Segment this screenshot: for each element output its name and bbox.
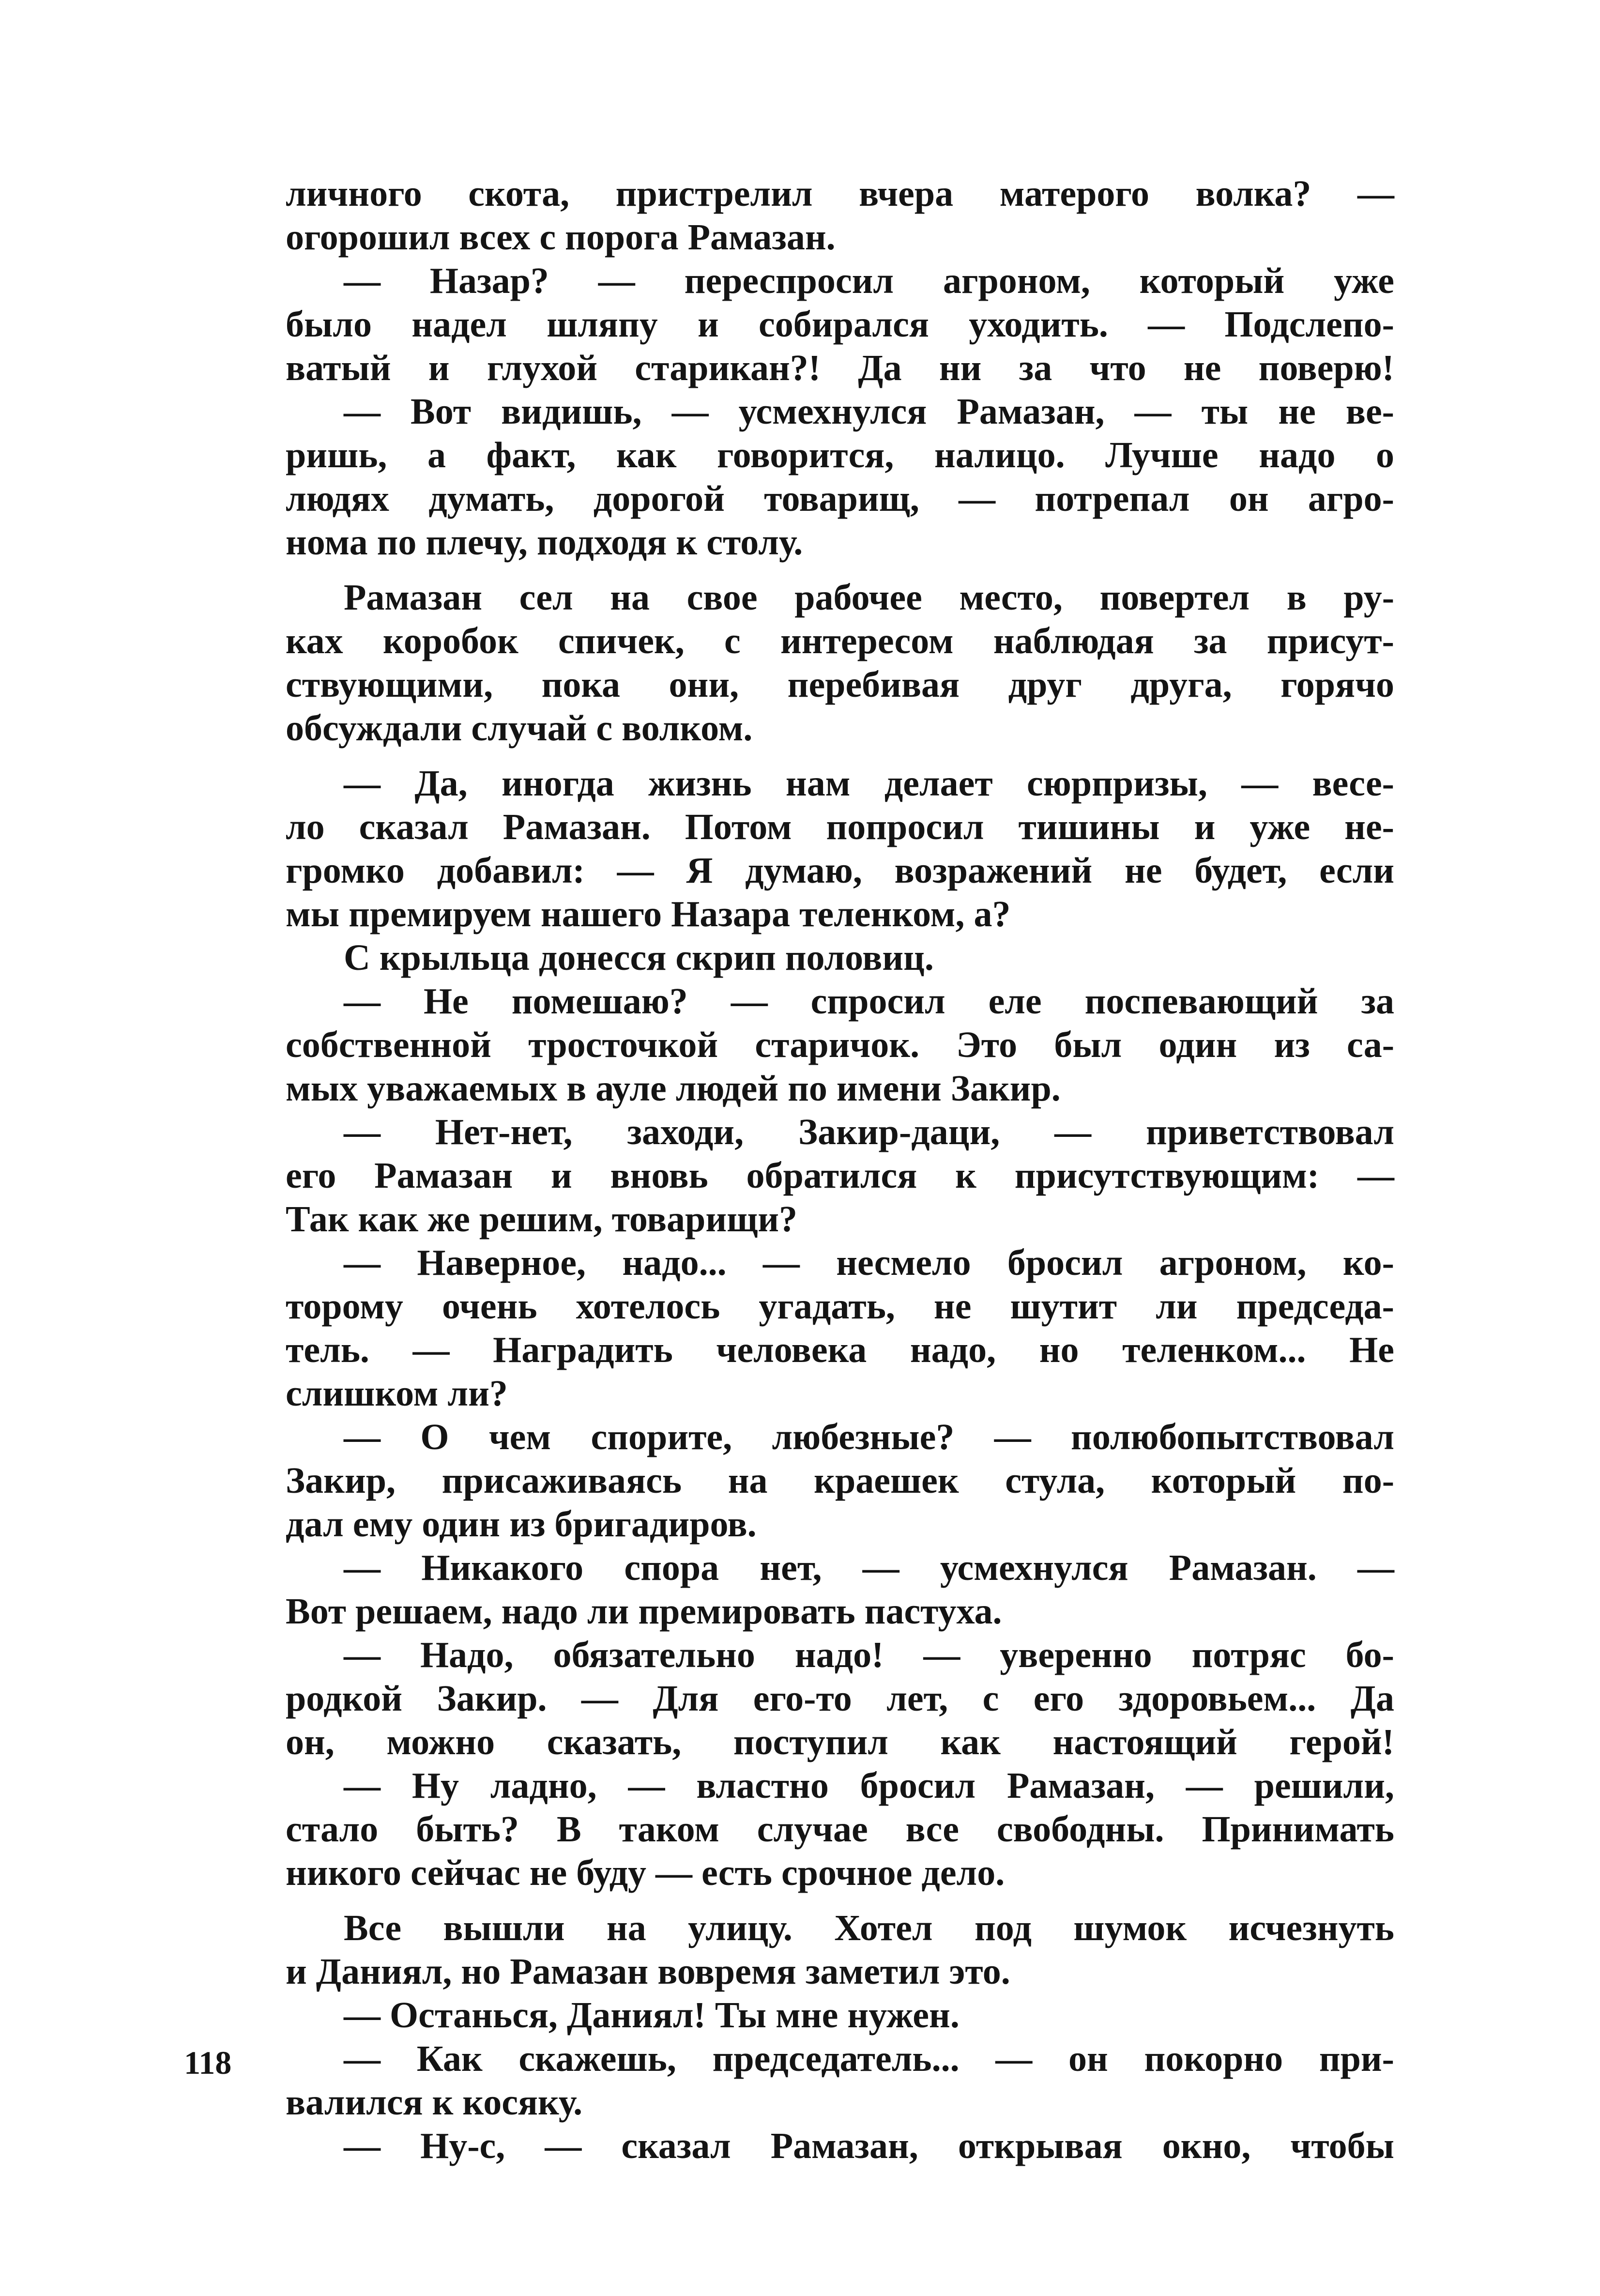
text-line: ках коробок спичек, с интересом наблюдая за присут- [286, 621, 1394, 661]
text-line: — Ну ладно, — властно бросил Рамазан, — решили, [344, 1765, 1394, 1806]
text-line: и Даниял, но Рамазан вовремя заметил это. [286, 1951, 1010, 1992]
text-line: огорошил всех с порога Рамазан. [286, 217, 836, 258]
text-line: было надел шляпу и собирался уходить. — Подслепо- [286, 304, 1394, 345]
body-text [286, 172, 1394, 2168]
text-line: личного скота, пристрелил вчера матерого волка? — [286, 173, 1394, 214]
page-number: 118 [184, 2044, 232, 2081]
text-line: стало быть? В таком случае все свободны. Принимать [286, 1809, 1394, 1850]
text-line: тель. — Наградить человека надо, но теленком... Не [286, 1330, 1394, 1370]
text-line: — Останься, Даниял! Ты мне нужен. [344, 1995, 960, 2036]
text-line: он, можно сказать, поступил как настоящий герой! [286, 1722, 1394, 1762]
text-line: Вот решаем, надо ли премировать пастуха. [286, 1591, 1002, 1632]
text-line: обсуждали случай с волком. [286, 708, 753, 749]
text-line: — Вот видишь, — усмехнулся Рамазан, — ты не ве- [344, 391, 1394, 432]
text-line: — Никакого спора нет, — усмехнулся Рамазан. — [344, 1547, 1394, 1588]
text-line: Все вышли на улицу. Хотел под шумок исчезнуть [344, 1908, 1394, 1948]
text-line: слишком ли? [286, 1373, 508, 1414]
text-line: — Ну-с, — сказал Рамазан, открывая окно, чтобы [344, 2126, 1394, 2166]
text-line: ствующими, пока они, перебивая друг друга, горячо [286, 664, 1394, 705]
text-line: торому очень хотелось угадать, не шутит ли председа- [286, 1286, 1394, 1327]
text-line: ватый и глухой старикан?! Да ни за что не поверю! [286, 348, 1394, 388]
text-line: — Да, иногда жизнь нам делает сюрпризы, — весе- [344, 763, 1394, 804]
text-line: нома по плечу, подходя к столу. [286, 522, 803, 563]
text-line: — Надо, обязательно надо! — уверенно потряс бо- [344, 1635, 1394, 1675]
text-line: — Наверное, надо... — несмело бросил агроном, ко- [344, 1242, 1394, 1283]
text-line: мы премируем нашего Назара теленком, а? [286, 894, 1011, 934]
text-line: — О чем спорите, любезные? — полюбопытствовал [344, 1417, 1394, 1457]
text-line: — Не помешаю? — спросил еле поспевающий за [344, 981, 1394, 1022]
text-line: Так как же решим, товарищи? [286, 1199, 798, 1240]
text-line: ришь, а факт, как говорится, налицо. Лучше надо о [286, 435, 1394, 475]
text-line: родкой Закир. — Для его-то лет, с его здоровьем... Да [286, 1678, 1394, 1719]
text-line: — Как скажешь, председатель... — он покорно при- [344, 2038, 1394, 2079]
text-line: никого сейчас не буду — есть срочное дело. [286, 1852, 1005, 1893]
text-line: ло сказал Рамазан. Потом попросил тишины и уже не- [286, 807, 1394, 847]
text-line: Рамазан сел на свое рабочее место, повертел в ру- [344, 577, 1394, 618]
text-line: валился к косяку. [286, 2082, 583, 2123]
text-line: собственной тросточкой старичок. Это был один из са- [286, 1025, 1394, 1065]
text-line: мых уважаемых в ауле людей по имени Закир. [286, 1068, 1061, 1109]
text-line: Закир, присаживаясь на краешек стула, который по- [286, 1460, 1394, 1501]
text-line: — Нет-нет, заходи, Закир-даци, — приветствовал [344, 1112, 1394, 1152]
text-line: С крыльца донесся скрип половиц. [344, 937, 934, 978]
text-line: громко добавил: — Я думаю, возражений не будет, если [286, 850, 1394, 891]
text-line: его Рамазан и вновь обратился к присутствующим: — [286, 1155, 1394, 1196]
text-line: — Назар? — переспросил агроном, который уже [344, 260, 1394, 301]
text-line: дал ему один из бригадиров. [286, 1504, 757, 1545]
text-line: людях думать, дорогой товарищ, — потрепал он агро- [286, 478, 1394, 519]
